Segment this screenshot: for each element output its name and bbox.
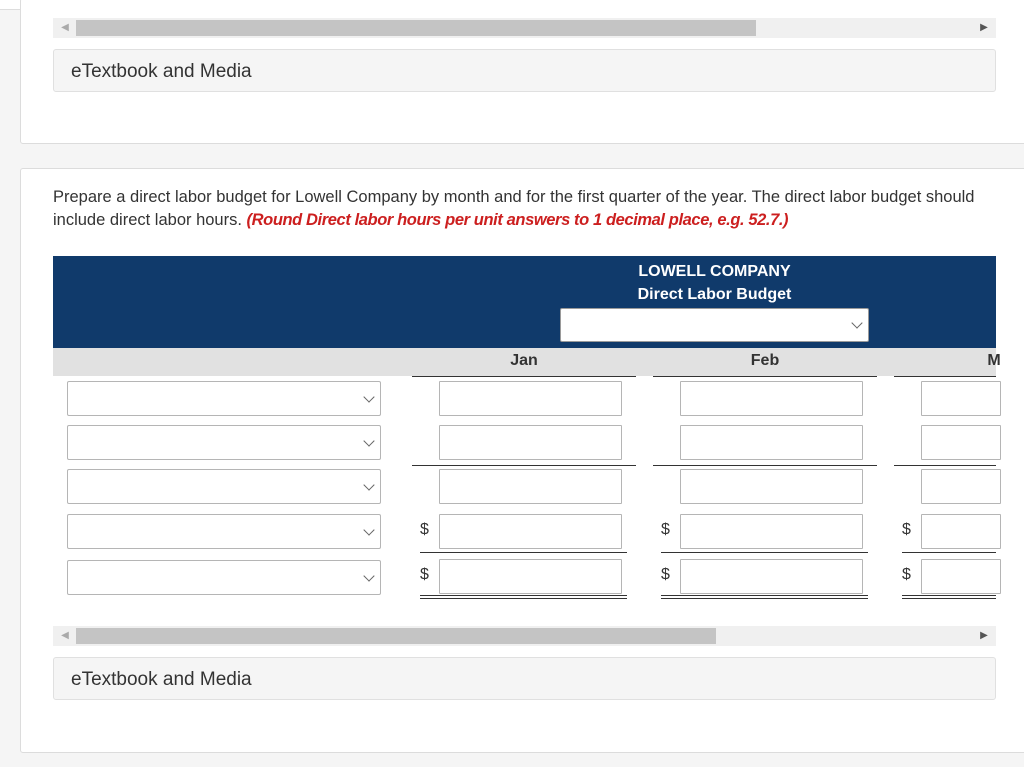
budget-title: Direct Labor Budget [637,286,792,303]
horizontal-scrollbar-bottom[interactable] [53,626,996,646]
mar-input[interactable] [921,469,1001,504]
dollar-sign: $ [661,566,670,583]
chevron-down-icon [363,391,374,402]
scroll-right-arrow-icon[interactable]: ▶ [980,630,988,641]
scroll-left-arrow-icon[interactable]: ◀ [61,630,69,641]
rounding-hint: (Round Direct labor hours per unit answers to 1 decimal place, e.g. 52.7.) [246,211,789,229]
scrollbar-thumb[interactable] [76,20,756,36]
jan-input[interactable] [439,381,622,416]
month-header-mar: M [987,352,1001,369]
horizontal-scrollbar-top[interactable] [53,18,996,38]
mar-input[interactable] [921,514,1001,549]
header-underline [653,376,877,377]
budget-title-block [560,260,869,306]
scrollbar-thumb[interactable] [76,628,716,644]
question-text [53,186,1003,232]
header-underline [412,376,636,377]
month-header-feb: Feb [750,352,780,369]
feb-input[interactable] [680,469,863,504]
feb-input[interactable] [680,514,863,549]
total-line [902,552,996,553]
row-label-select[interactable] [67,381,381,416]
header-underline [894,376,996,377]
question-instructions: Prepare a direct labor budget for Lowell Company by month and for the first quarter of the year. The direct labor budget should include direct labor hours. [53,188,975,229]
total-line [420,552,627,553]
chevron-down-icon [363,435,374,446]
etextbook-media-link-bottom[interactable]: eTextbook and Media [53,657,996,700]
dollar-sign: $ [902,521,911,538]
mar-input[interactable] [921,425,1001,460]
month-header-jan: Jan [510,352,538,369]
chevron-down-icon [363,570,374,581]
grand-total-double-line [902,595,996,599]
mar-input[interactable] [921,381,1001,416]
jan-input[interactable] [439,559,622,594]
feb-input[interactable] [680,425,863,460]
mar-input[interactable] [921,559,1001,594]
total-line [661,552,868,553]
period-select[interactable] [560,308,869,342]
chevron-down-icon [851,317,862,328]
etextbook-media-link-top[interactable]: eTextbook and Media [53,49,996,92]
feb-input[interactable] [680,559,863,594]
scroll-right-arrow-icon[interactable]: ▶ [980,22,988,33]
dollar-sign: $ [661,521,670,538]
dollar-sign: $ [420,566,429,583]
row-label-select[interactable] [67,560,381,595]
grand-total-double-line [661,595,868,599]
jan-input[interactable] [439,514,622,549]
row-label-select[interactable] [67,514,381,549]
subtotal-line [412,465,636,466]
grand-total-double-line [420,595,627,599]
dollar-sign: $ [420,521,429,538]
jan-input[interactable] [439,425,622,460]
row-label-select[interactable] [67,469,381,504]
feb-input[interactable] [680,381,863,416]
subtotal-line [653,465,877,466]
row-label-select[interactable] [67,425,381,460]
scroll-left-arrow-icon[interactable]: ◀ [61,22,69,33]
company-name: LOWELL COMPANY [638,263,791,280]
subtotal-line [894,465,996,466]
dollar-sign: $ [902,566,911,583]
chevron-down-icon [363,479,374,490]
jan-input[interactable] [439,469,622,504]
chevron-down-icon [363,524,374,535]
